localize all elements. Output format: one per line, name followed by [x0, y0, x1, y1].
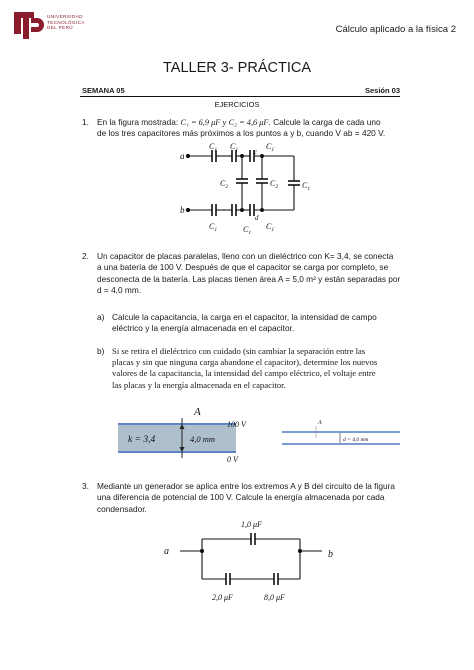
ex2b-line: las placas y la energía almacenada en el capacitor. [112, 379, 286, 390]
cap-label: $C_1$ [266, 142, 275, 153]
cap-label: $C_1$ [302, 181, 311, 192]
ex3-text [97, 481, 417, 515]
cap-label: $C_1$ [266, 222, 275, 233]
utp-logo-icon [14, 10, 44, 40]
cap-label: $C_2$ [270, 179, 279, 190]
ex1-line1 [97, 117, 417, 128]
ex3-line: condensador. [97, 503, 147, 514]
logo-line: UNIVERSIDAD [47, 14, 83, 19]
ex3-number: 3. [82, 481, 89, 491]
ex2-line: a una batería de 100 V. Después de que el capacitor se carga por completo, se [97, 262, 389, 273]
d-small-label: d = 4,0 mm [343, 437, 369, 443]
ex1-line2: de los tres capacitores más próximos a los puntos a y b, cuando V ab = 420 V. [97, 128, 386, 139]
cap-label: $C_1$ [209, 142, 218, 153]
ex1-text [97, 117, 417, 140]
ex2-capacitor-figure [110, 400, 420, 470]
logo-text [47, 14, 85, 31]
k-label: k = 3,4 [128, 435, 156, 445]
ex2-line: Un capacitor de placas paralelas, lleno con un dieléctrico con K= 3,4, se conecta [97, 251, 394, 261]
ex1-line1-post: . Calcule la carga de cada uno [268, 117, 381, 127]
node-a-label: a [180, 151, 185, 161]
node-d-label: d [255, 214, 259, 222]
ex2b-line: valores de la capacitancia, la intensidad del campo eléctrico, el voltaje entre [112, 368, 376, 379]
d-label: 4,0 mm [190, 434, 216, 444]
cap-left-label: 2,0 μF [212, 593, 233, 602]
cap-label: $C_1$ [209, 222, 218, 233]
ex3-circuit-diagram [158, 516, 348, 608]
utp-logo [14, 10, 106, 40]
area-label: A [194, 406, 201, 418]
logo-line: TECNOLÓGICA [47, 19, 85, 25]
ex3-line: Mediante un generador se aplica entre los extremos A y B del circuito de la figura [97, 481, 395, 491]
node-c-label: c [254, 148, 258, 156]
ex2b-line: placas y sin que ninguna carga abandone el capacitor), determine los nuevos [112, 357, 378, 368]
week-label: SEMANA 05 [82, 86, 125, 95]
section-heading: EJERCICIOS [214, 100, 260, 109]
ex1-number: 1. [82, 117, 89, 127]
cap-label: $C_2$ [220, 179, 229, 190]
v100-label: 100 V [227, 420, 246, 429]
ex2a-line: eléctrico y la energía almacenada en el capacitor. [112, 323, 295, 334]
cap-label: $C_1$ [243, 225, 252, 236]
cap-right-label: 8,0 μF [264, 593, 285, 602]
header-rule [80, 96, 400, 97]
node-b-label: b [328, 549, 333, 560]
ex2a-text [112, 312, 412, 335]
node-a-label: a [164, 546, 169, 557]
ex3-line: una diferencia de potencial de 100 V. Calcule la energía almacenada por cada [97, 492, 385, 503]
ex2a-line: Calcule la capacitancia, la carga en el capacitor, la intensidad de campo [112, 312, 377, 322]
ex1-circuit-diagram [180, 142, 320, 240]
logo-line: DEL PERÚ [47, 25, 74, 31]
ex2-number: 2. [82, 251, 89, 261]
ex2b-label: b) [97, 346, 105, 356]
ex1-and: y [222, 118, 227, 127]
cap-label: $C_1$ [230, 142, 239, 153]
ex2-line: d = 4,0 mm. [97, 285, 142, 296]
ex1-c1: C₁ = 6,9 μF [180, 118, 221, 127]
ex2-line: desconecta de la batería. Las placas tienen área A = 5,0 m² y están separadas por [97, 273, 401, 284]
cap-top-label: 1,0 μF [241, 520, 262, 529]
v0-label: 0 V [227, 455, 238, 464]
ex2b-line: Si se retira el dieléctrico con cuidado (sin cambiar la separación entre las [112, 346, 366, 356]
session-label: Sesión 03 [365, 86, 401, 95]
node-b-label: b [180, 205, 185, 215]
area-small-label: A [318, 420, 322, 426]
page-title: TALLER 3- PRÁCTICA [163, 60, 311, 76]
ex2a-label: a) [97, 312, 105, 322]
ex1-c2: C₂ = 4,6 μF [228, 118, 269, 127]
ex2-text [97, 251, 417, 297]
ex1-line1-pre: En la figura mostrada: [97, 117, 179, 127]
course-title: Cálculo aplicado a la física 2 [335, 24, 456, 35]
ex2b-text [112, 346, 408, 391]
